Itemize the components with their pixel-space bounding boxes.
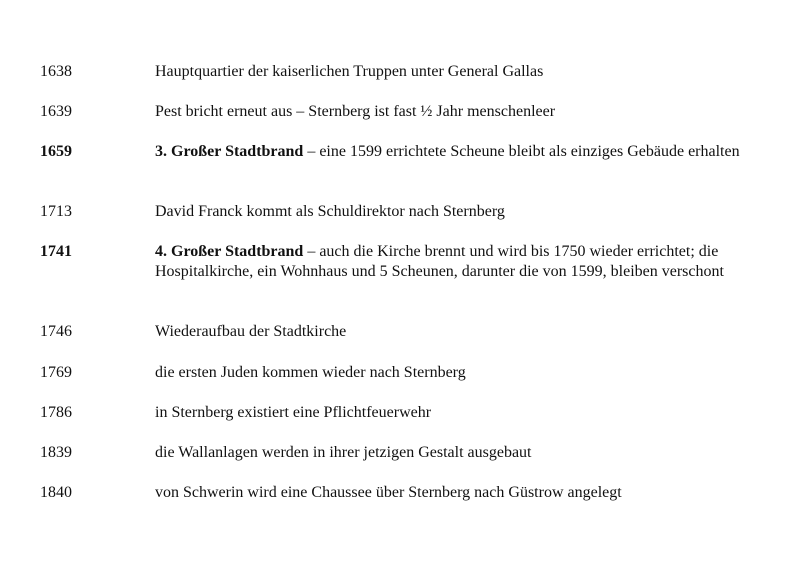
entry-text: in Sternberg existiert eine Pflichtfeuerwehr [155, 404, 432, 421]
entry-text: Wiederaufbau der Stadtkirche [155, 323, 347, 340]
entry-text: David Franck kommt als Schuldirektor nach Sternberg [155, 203, 505, 220]
entry-year: 1639 [40, 103, 72, 120]
entry-text: Hauptquartier der kaiserlichen Truppen unter General Gallas [155, 63, 544, 80]
entry-description [155, 202, 765, 222]
entry-text: die Wallanlagen werden in ihrer jetzigen Gestalt ausgebaut [155, 444, 532, 461]
entry-description [155, 242, 765, 282]
entry-description [155, 483, 765, 503]
entry-text: – eine 1599 errichtete Scheune bleibt als einziges Gebäude erhalten [303, 143, 740, 160]
entry-text: – auch die Kirche brennt und wird bis 1750 wieder errichtet; die Hospitalkirche, ein Wohnhaus und 5 Scheunen, darunter die von 1599, bleiben verschont [155, 243, 724, 280]
entry-text: von Schwerin wird eine Chaussee über Sternberg nach Güstrow angelegt [155, 484, 622, 501]
entry-description [155, 322, 765, 342]
entry-description [155, 443, 765, 463]
entry-description [155, 142, 765, 162]
entry-text: Pest bricht erneut aus – Sternberg ist fast ½ Jahr menschenleer [155, 103, 556, 120]
entry-description [155, 62, 765, 82]
entry-description [155, 363, 765, 383]
entry-year: 1741 [40, 243, 72, 260]
entry-year: 1638 [40, 63, 72, 80]
entry-title: 4. Großer Stadtbrand [155, 243, 304, 260]
entry-year: 1746 [40, 323, 72, 340]
entry-year: 1713 [40, 203, 72, 220]
entry-year: 1786 [40, 404, 72, 421]
entry-year: 1769 [40, 364, 72, 381]
entry-title: 3. Großer Stadtbrand [155, 143, 304, 160]
entry-year: 1659 [40, 143, 72, 160]
entry-year: 1840 [40, 484, 72, 501]
entry-description [155, 403, 765, 423]
entry-text: die ersten Juden kommen wieder nach Sternberg [155, 364, 466, 381]
entry-description [155, 102, 765, 122]
entry-year: 1839 [40, 444, 72, 461]
